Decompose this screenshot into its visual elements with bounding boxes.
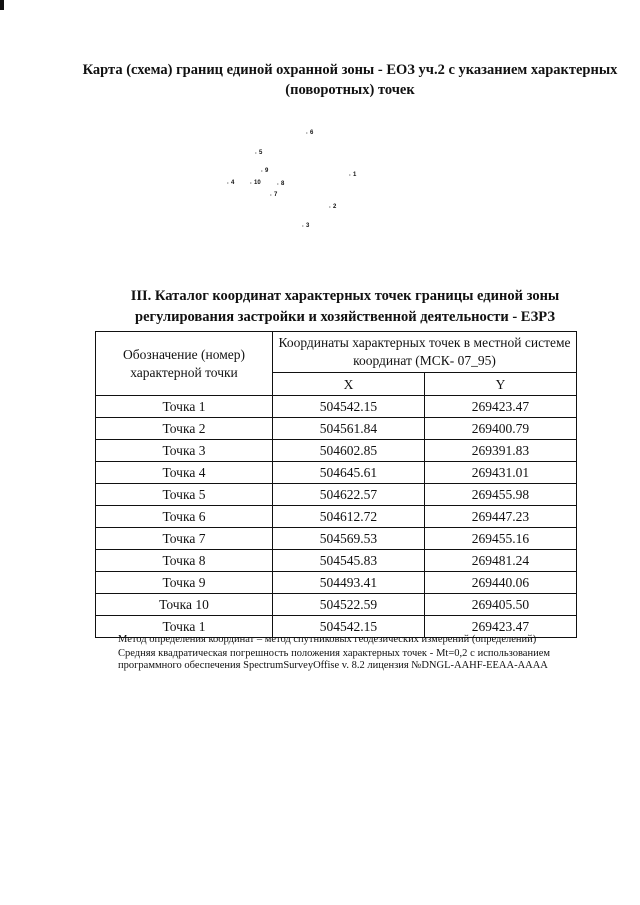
map-point-marker: ·: [306, 131, 308, 137]
point-name: Точка 1: [96, 396, 273, 418]
point-x: 504622.57: [273, 484, 425, 506]
method-note: Метод определения координат – метод спутниковых геодезических измерений (определений): [118, 634, 537, 645]
point-name: Точка 1: [96, 616, 273, 638]
point-y: 269400.79: [424, 418, 576, 440]
header-y: Y: [424, 373, 576, 396]
scan-edge-mark: [0, 0, 4, 10]
point-y: 269423.47: [424, 396, 576, 418]
point-name: Точка 6: [96, 506, 273, 528]
point-y: 269455.16: [424, 528, 576, 550]
map-point-marker: ·: [255, 151, 257, 157]
point-y: 269431.01: [424, 462, 576, 484]
table-row: [96, 550, 577, 572]
table-row: [96, 528, 577, 550]
point-y: 269447.23: [424, 506, 576, 528]
point-y: 269391.83: [424, 440, 576, 462]
point-y: 269481.24: [424, 550, 576, 572]
map-point-marker: ·: [250, 181, 252, 187]
map-point-label: 3: [306, 223, 310, 229]
point-y: 269405.50: [424, 594, 576, 616]
point-y: 269440.06: [424, 572, 576, 594]
header-point-name: Обозначение (номер) характерной точки: [96, 332, 273, 396]
point-x: 504561.84: [273, 418, 425, 440]
table-row: [96, 594, 577, 616]
map-point-label: 5: [259, 150, 263, 156]
point-name: Точка 3: [96, 440, 273, 462]
map-point-label: 7: [274, 192, 278, 198]
map-point-marker: ·: [270, 193, 272, 199]
map-point-label: 1: [353, 172, 357, 178]
map-point-marker: ·: [277, 182, 279, 188]
table-row: [96, 462, 577, 484]
accuracy-note: Средняя квадратическая погрешность положения характерных точек - Mt=0,2 с использованием программного обеспечения SpectrumSurveyOffise v. 8.2 лицензия №DNGL-AAHF-EEAA-AAAA: [118, 648, 550, 671]
point-x: 504545.83: [273, 550, 425, 572]
table-header-row: [96, 332, 577, 373]
map-point-marker: ·: [261, 169, 263, 175]
coordinates-table: [95, 331, 577, 638]
map-point-label: 4: [231, 180, 235, 186]
point-x: 504612.72: [273, 506, 425, 528]
point-x: 504493.41: [273, 572, 425, 594]
point-x: 504542.15: [273, 396, 425, 418]
point-y: 269455.98: [424, 484, 576, 506]
table-row: [96, 396, 577, 418]
table-row: [96, 418, 577, 440]
point-name: Точка 4: [96, 462, 273, 484]
table-row: [96, 506, 577, 528]
boundary-map-scheme: [200, 120, 380, 240]
header-x: X: [273, 373, 425, 396]
point-x: 504569.53: [273, 528, 425, 550]
map-point-marker: ·: [349, 173, 351, 179]
map-point-marker: ·: [302, 224, 304, 230]
point-name: Точка 5: [96, 484, 273, 506]
map-point-marker: ·: [329, 205, 331, 211]
map-point-marker: ·: [227, 181, 229, 187]
map-point-label: 8: [281, 181, 285, 187]
point-x: 504522.59: [273, 594, 425, 616]
point-name: Точка 9: [96, 572, 273, 594]
point-name: Точка 8: [96, 550, 273, 572]
map-point-label: 9: [265, 168, 269, 174]
map-point-label: 2: [333, 204, 337, 210]
map-point-label: 10: [254, 180, 261, 186]
point-x: 504645.61: [273, 462, 425, 484]
point-x: 504602.85: [273, 440, 425, 462]
point-name: Точка 7: [96, 528, 273, 550]
map-title: Карта (схема) границ единой охранной зоны - ЕОЗ уч.2 с указанием характерных (поворотных) точек: [82, 62, 618, 98]
point-name: Точка 2: [96, 418, 273, 440]
table-row: [96, 572, 577, 594]
map-point-label: 6: [310, 130, 314, 136]
catalog-title: III. Каталог координат характерных точек границы единой зоны регулирования застройки и хозяйственной деятельности - ЕЗРЗ: [130, 288, 560, 325]
method-notes: [118, 634, 550, 674]
table-row: [96, 484, 577, 506]
header-coordinates: Координаты характерных точек в местной системе координат (МСК- 07_95): [273, 332, 577, 373]
point-y: 269423.47: [424, 616, 576, 638]
point-name: Точка 10: [96, 594, 273, 616]
table-row: [96, 440, 577, 462]
point-x: 504542.15: [273, 616, 425, 638]
